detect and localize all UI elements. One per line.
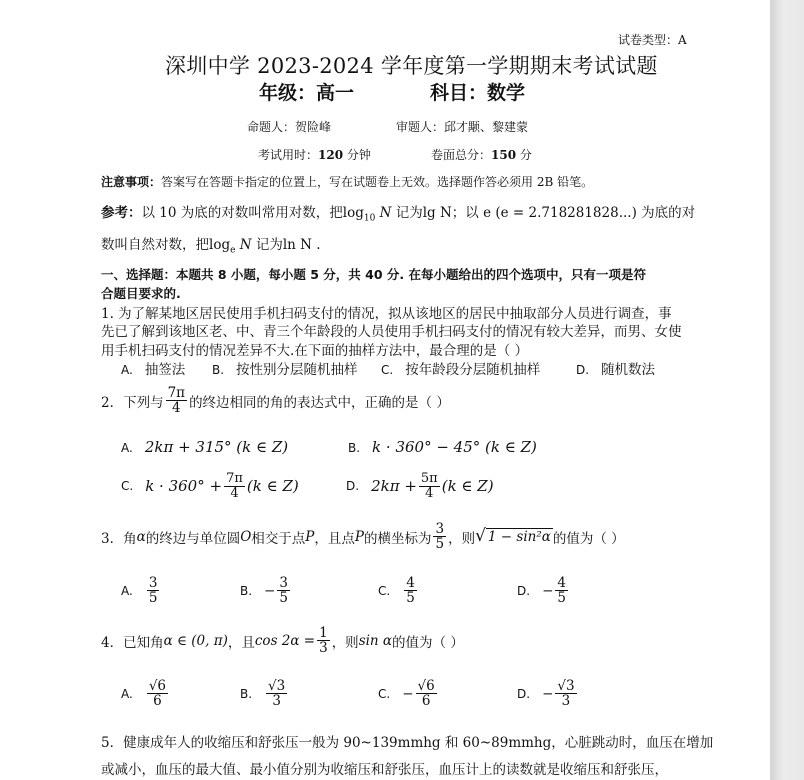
q3-sqrt: √ 1 − sin²α [475, 526, 551, 547]
paper-type: 试卷类型：A [618, 33, 687, 47]
grade: 年级：高一 [259, 82, 355, 104]
section-heading-line1: 一、选择题：本题共 8 小题，每小题 5 分，共 40 分. 在每小题给出的四个选项中，只有一项是符 [101, 267, 647, 282]
q5-line1: 5．健康成年人的收缩压和舒张压一般为 90~139mmhg 和 60~89mmhg，心脏跳动时，血压在增加 [101, 735, 714, 751]
setter: 命题人：贺险峰 [247, 120, 332, 134]
q1-option-d: D. 随机数法 [576, 362, 656, 378]
notice-text: 答案写在答题卡指定的位置上，写在试题卷上无效。选择题作答必须用 2B 铅笔。 [161, 175, 594, 189]
subject: 科目：数学 [430, 82, 526, 104]
q4-stem: 4．已知角 α ∈ (0, π) ，且 cos 2α = $\frac{1}{3}$ ，则 sin α 的值为（ ） [101, 625, 464, 657]
q2-option-b: B. k · 360° − 45° (k ∈ Z) [348, 438, 537, 456]
section-heading-line2: 合题目要求的. [101, 286, 181, 301]
q3-option-c: C. $\frac{4}{5}$ [378, 575, 415, 607]
q2-option-c: C. k · 360° + $\frac{7\pi}{4}$ (k ∈ Z) [121, 471, 299, 501]
exam-title: 深圳中学 2023-2024 学年度第一学期期末考试试题 [165, 54, 658, 78]
q1-option-a: A. 抽签法 [121, 362, 186, 378]
reviewer: 审题人：邱才颙、黎建蒙 [396, 120, 529, 134]
total-score: 卷面总分：150 分 [431, 148, 532, 162]
q1-line3: 用手机扫码支付的情况差异不大.在下面的抽样方法中，最合理的是（ ） [101, 343, 529, 359]
q4-option-d: D. − $\frac{√3}{3}$ [517, 678, 575, 710]
viewer-background [770, 0, 804, 780]
q3-stem: 3．角 α 的终边与单位圆 O 相交于点 P ，且点 P 的横坐标为 $\frac{3}{5}$ ，则 √ 1 − sin²α 的值为（ ） [101, 521, 625, 553]
reference-label: 参考： [101, 205, 142, 221]
notice-label: 注意事项： [101, 175, 162, 189]
reference-line1: 参考：以 10 为底的对数叫常用对数，把$\log_{10} N$ 记为lg N；以 e (e = 2.718281828...) 为底的对 [101, 205, 696, 224]
q4-option-b: B. $\frac{√3}{3}$ [240, 678, 286, 710]
q1-option-b: B. 按性别分层随机抽样 [212, 362, 358, 378]
reference-line2: 数叫自然对数，把$\log_e N$ 记为ln N . [101, 237, 321, 256]
q2-option-a: A. 2kπ + 315° (k ∈ Z) [121, 438, 289, 456]
q3-option-b: B. − $\frac{3}{5}$ [240, 575, 288, 607]
q1-line2: 先已了解到该地区老、中、青三个年龄段的人员使用手机扫码支付的情况有较大差异，而男、女使 [101, 324, 682, 340]
q4-option-c: C. − $\frac{√6}{6}$ [378, 678, 435, 710]
time-value: 120 [318, 148, 344, 162]
q1-option-c: C. 按年龄段分层随机抽样 [381, 362, 541, 378]
exam-time: 考试用时：120 分钟 [258, 148, 371, 162]
score-value: 150 [491, 148, 517, 162]
notice [101, 173, 593, 190]
q1-line1: 1. 为了解某地区居民使用手机扫码支付的情况，拟从该地区的居民中抽取部分人员进行调查，事 [101, 306, 672, 322]
q2-option-d: D. 2kπ + $\frac{5\pi}{4}$ (k ∈ Z) [346, 471, 494, 501]
q3-option-a: A. $\frac{3}{5}$ [121, 575, 158, 607]
q2-stem: 2．下列与 $\frac{7\pi}{4}$ 的终边相同的角的表达式中，正确的是（ ） [101, 385, 450, 417]
q2-fraction: $\frac{7\pi}{4}$ [167, 385, 186, 417]
q4-option-a: A. $\frac{√6}{6}$ [121, 678, 167, 710]
q3-option-d: D. − $\frac{4}{5}$ [517, 575, 566, 607]
q5-line2: 或减小，血压的最大值、最小值分别为收缩压和舒张压，血压计上的读数就是收缩压和舒张压， [101, 762, 668, 778]
